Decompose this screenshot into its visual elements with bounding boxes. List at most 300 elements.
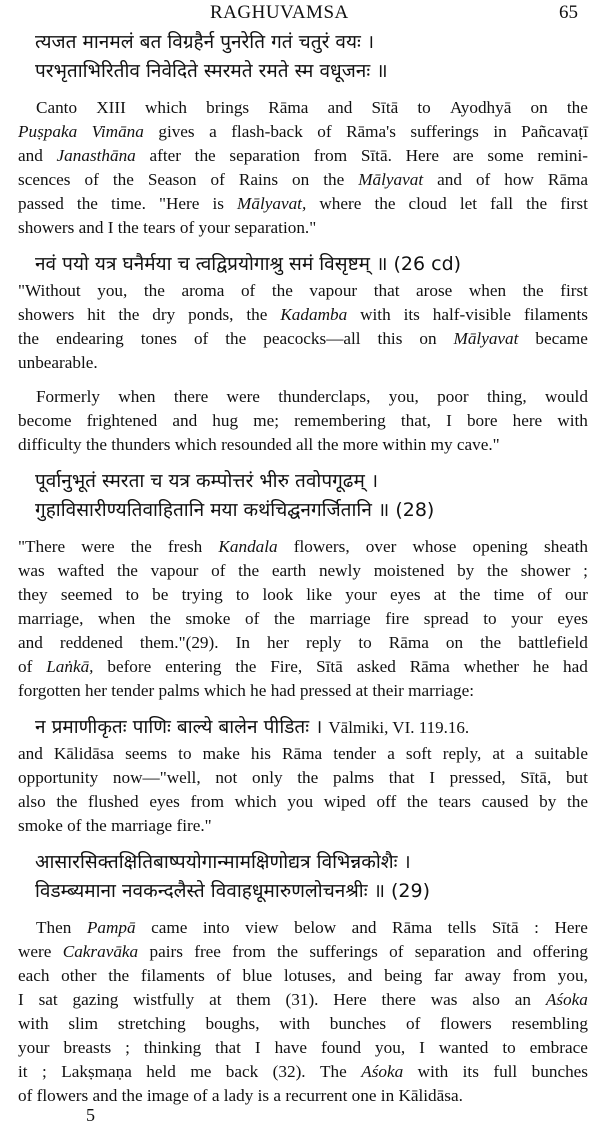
word: it	[18, 1062, 28, 1081]
word: of	[18, 657, 33, 676]
word: would	[544, 387, 588, 406]
text-line	[18, 144, 588, 168]
text-line	[18, 655, 588, 679]
text-line	[18, 1084, 588, 1108]
text-line	[18, 433, 588, 457]
word: sheath	[544, 537, 588, 556]
word: with	[360, 305, 391, 324]
word: and	[18, 146, 43, 165]
paragraph-without-you	[18, 279, 588, 375]
word: were	[18, 942, 52, 961]
word: at	[492, 744, 505, 763]
word: was	[430, 990, 458, 1009]
text-line	[18, 96, 588, 120]
word: to	[125, 585, 139, 604]
word: Kālidāsa	[53, 744, 115, 763]
word: your	[345, 585, 377, 604]
word: Sītā.	[360, 146, 392, 165]
word: aroma	[181, 281, 225, 300]
word: the	[85, 435, 107, 454]
word: at	[433, 585, 447, 604]
word: of	[475, 170, 491, 189]
word: bunches	[329, 1014, 387, 1033]
word: the	[526, 194, 548, 213]
word: not	[215, 768, 238, 787]
word: Sītā	[371, 98, 399, 117]
text-line	[18, 940, 588, 964]
word: sufferings	[410, 122, 479, 141]
word: an	[514, 990, 532, 1009]
word: the	[566, 98, 588, 117]
word: a	[273, 1086, 282, 1105]
word: when	[468, 281, 507, 300]
word: its	[462, 1062, 479, 1081]
word: Season	[147, 170, 197, 189]
word: poor	[437, 387, 469, 406]
word: pressed	[299, 681, 352, 700]
word: let	[459, 194, 478, 213]
paragraph-canto-xiii	[18, 96, 588, 240]
word: the	[317, 435, 339, 454]
word: resounded	[221, 435, 292, 454]
word: my	[430, 435, 453, 454]
word: when	[118, 387, 156, 406]
word: to	[178, 744, 192, 763]
word: Mālyavat	[358, 170, 424, 189]
word: cave."	[456, 435, 500, 454]
word: of	[179, 218, 195, 237]
word: thunders	[111, 435, 171, 454]
word: that	[373, 281, 400, 300]
word: view	[245, 918, 279, 937]
word: the	[480, 633, 502, 652]
word: and	[78, 218, 104, 237]
word: flowers	[440, 1014, 492, 1033]
word: the	[273, 609, 295, 628]
word: "There	[18, 537, 66, 556]
paragraph-kandala	[18, 535, 588, 703]
word: the	[374, 194, 396, 213]
word: tender	[111, 681, 155, 700]
word: the	[522, 281, 544, 300]
word: came	[151, 918, 188, 937]
word: you,	[97, 281, 128, 300]
word: in	[493, 122, 507, 141]
word: the	[116, 561, 138, 580]
word: endearing	[55, 329, 124, 348]
word: them."(29).	[139, 633, 219, 652]
word: Aśoka	[361, 1062, 404, 1081]
word: back	[225, 1062, 259, 1081]
word: (31).	[285, 990, 319, 1009]
word: tones	[140, 329, 177, 348]
word: smoke	[185, 609, 231, 628]
word: have	[274, 1038, 308, 1057]
word: fall	[490, 194, 514, 213]
word: you,	[557, 966, 588, 985]
word: Kadamba	[280, 305, 348, 324]
text-line	[18, 535, 588, 559]
word: brings	[206, 98, 250, 117]
word: remini-	[537, 146, 588, 165]
word: "Without	[18, 281, 81, 300]
word: thunderclaps,	[278, 387, 371, 406]
text-line	[18, 409, 588, 433]
word: our	[564, 585, 588, 604]
word: Formerly	[36, 387, 100, 406]
word: hit	[87, 305, 106, 324]
page-number: 65	[559, 2, 578, 23]
sanskrit-verse-line: नवं पयो यत्र घनैर्मया च त्वद्विप्रयोगाश्रु समं विसृष्टम् ॥ (26 cd)	[35, 253, 462, 275]
word: when	[98, 609, 136, 628]
word: below	[294, 918, 337, 937]
word: of	[317, 122, 332, 141]
word: XIII	[96, 98, 126, 117]
word: recurrent	[285, 1086, 348, 1105]
word: other	[61, 966, 97, 985]
word: to	[502, 1038, 516, 1057]
word: were	[81, 537, 115, 556]
word: he	[250, 681, 267, 700]
word: the	[117, 218, 139, 237]
word: fire."	[176, 816, 212, 835]
word: separation."	[234, 218, 317, 237]
text-line	[18, 988, 588, 1012]
word: scences	[18, 170, 71, 189]
word: your	[511, 609, 543, 628]
word: entering	[165, 657, 222, 676]
word: where	[319, 194, 362, 213]
paragraph-kalidasa-reply	[18, 742, 588, 838]
word: each	[18, 966, 50, 985]
word: Janasthāna	[56, 146, 136, 165]
word: frightened	[86, 411, 158, 430]
word: had	[563, 657, 588, 676]
word: to	[235, 585, 250, 604]
word: In	[235, 633, 250, 652]
text-line	[18, 168, 588, 192]
word: Sītā	[316, 657, 343, 676]
sanskrit-verse-line: त्यजत मानमलं बत विग्रहैर्न पुनरेति गतं चतुरं वयः ।	[35, 31, 375, 53]
word: I	[419, 1038, 425, 1057]
word: flash-back	[231, 122, 303, 141]
word: from	[313, 146, 348, 165]
word: off	[376, 792, 397, 811]
text-line	[18, 1036, 588, 1060]
word: her	[266, 633, 289, 652]
word: I	[107, 218, 114, 237]
word: reply,	[442, 744, 482, 763]
word: of	[18, 1086, 33, 1105]
word: Rāma	[547, 170, 588, 189]
word: marriage	[111, 816, 173, 835]
text-line	[18, 607, 588, 631]
word: separation	[229, 146, 301, 165]
word: filaments	[523, 305, 588, 324]
paragraph-thunderclaps	[18, 385, 588, 457]
word: a	[209, 122, 217, 141]
word: newly	[318, 561, 361, 580]
word: and	[18, 744, 43, 763]
word: half-visible	[432, 305, 512, 324]
word: free	[194, 942, 221, 961]
word: passed	[18, 194, 64, 213]
text-line	[18, 814, 588, 838]
word: whose	[412, 537, 457, 556]
word: breasts	[63, 1038, 112, 1057]
word: which	[144, 98, 187, 117]
sanskrit-verse-line: विडम्ब्यमाना नवकन्दलैस्ते विवाहधूमारुणलोचनश्रीः ॥ (29)	[35, 880, 431, 902]
sanskrit-verse-with-reference	[18, 713, 588, 742]
word: your	[18, 1038, 50, 1057]
word: tears	[438, 792, 471, 811]
text-line	[18, 742, 588, 766]
word: there	[381, 990, 416, 1009]
word: Kālidāsa.	[398, 1086, 463, 1105]
word: into	[202, 918, 230, 937]
word: and	[347, 966, 373, 985]
word: fresh	[167, 537, 203, 556]
word: me;	[253, 411, 279, 430]
word: are	[452, 146, 474, 165]
word: at	[209, 990, 222, 1009]
word: filaments	[140, 966, 205, 985]
word: this	[377, 329, 403, 348]
word: Here	[405, 146, 439, 165]
word: of	[405, 1014, 421, 1033]
word: the	[108, 966, 130, 985]
word: to	[483, 609, 497, 628]
word: reply	[305, 633, 342, 652]
word: shower	[520, 561, 571, 580]
word: the	[297, 768, 319, 787]
text-line	[18, 766, 588, 790]
word: far	[433, 966, 454, 985]
word: wanted	[438, 1038, 489, 1057]
word: he	[532, 657, 550, 676]
word: but	[565, 768, 588, 787]
word: eyes	[149, 792, 180, 811]
signature-mark: 5	[86, 1105, 95, 1125]
word: tender	[333, 744, 377, 763]
word: Lakṣmaṇa	[61, 1062, 132, 1081]
word: tears	[143, 218, 176, 237]
word: peacocks—all	[263, 329, 361, 348]
word: Rāma	[268, 98, 309, 117]
word: separation	[414, 942, 486, 961]
word: Puṣpaka	[18, 122, 78, 141]
word: palms	[158, 681, 200, 700]
word: a	[515, 744, 524, 763]
word: flushed	[88, 792, 139, 811]
word: seemed	[60, 585, 113, 604]
word: showers	[18, 305, 75, 324]
word: moistened	[373, 561, 445, 580]
word: Pañcavaṭī	[521, 122, 588, 141]
word: a	[211, 1086, 220, 1105]
word: the	[76, 194, 98, 213]
word: Aśoka	[545, 990, 588, 1009]
word: and	[327, 98, 353, 117]
word: of	[211, 561, 226, 580]
word: smoke	[18, 816, 63, 835]
word: had	[270, 681, 296, 700]
word: battlefield	[518, 633, 588, 652]
word: from	[512, 966, 547, 985]
text-line	[18, 679, 588, 703]
word: Sītā,	[520, 768, 552, 787]
text-line	[18, 583, 588, 607]
word: eyes	[390, 585, 421, 604]
word: how	[504, 170, 534, 189]
word: Rāma's	[346, 122, 396, 141]
word: thinking	[143, 1038, 202, 1057]
word: found	[320, 1038, 362, 1057]
word: the	[238, 561, 260, 580]
word: soft	[405, 744, 432, 763]
word: Then	[36, 918, 72, 937]
word: I	[446, 411, 452, 430]
word: of	[244, 609, 260, 628]
word: I	[254, 1038, 261, 1057]
word: of	[240, 281, 256, 300]
word: her	[85, 681, 107, 700]
word: from	[190, 792, 224, 811]
word: Rāma	[409, 657, 450, 676]
word: palms	[332, 768, 375, 787]
word: arose	[416, 281, 453, 300]
word: sufferings	[309, 942, 378, 961]
word: with	[279, 1014, 310, 1033]
word: suitable	[534, 744, 588, 763]
word: make	[202, 744, 240, 763]
word: Fire,	[270, 657, 303, 676]
sanskrit-verse-line: गुहाविसारीण्यतिवाहितानि मया कथंचिद्घनगर्जितानि ॥ (28)	[35, 499, 435, 521]
word: wafted	[57, 561, 105, 580]
word: me	[190, 1062, 212, 1081]
text-line	[18, 559, 588, 583]
word: fire	[385, 609, 410, 628]
word: Rāma	[388, 633, 429, 652]
word: its	[403, 305, 420, 324]
word: marriage:	[408, 681, 475, 700]
word: dry	[152, 305, 176, 324]
word: were	[226, 387, 260, 406]
word: slim	[68, 1014, 99, 1033]
word: resembling	[511, 1014, 588, 1033]
text-line	[18, 327, 588, 351]
word: with	[18, 1014, 49, 1033]
word: (32).	[272, 1062, 306, 1081]
word: over	[365, 537, 397, 556]
word: at	[355, 681, 369, 700]
word: blue	[242, 966, 273, 985]
word: his	[250, 744, 271, 763]
word: like	[306, 585, 333, 604]
word: look	[262, 585, 294, 604]
word: vapour	[150, 561, 199, 580]
word: which	[174, 435, 217, 454]
word: the	[271, 281, 293, 300]
text-line	[18, 279, 588, 303]
word: held	[146, 1062, 176, 1081]
word: forgotten	[18, 681, 81, 700]
word: opening	[472, 537, 528, 556]
word: of	[389, 942, 404, 961]
word: was	[18, 561, 45, 580]
word: remembering	[294, 411, 386, 430]
sanskrit-verse-line: परभृताभिरितीव निवेदिते स्मरमते रमते स्म वधूजनः ॥	[35, 60, 388, 82]
word: Here	[554, 918, 588, 937]
word: bunches	[531, 1062, 588, 1081]
text-line	[18, 1060, 588, 1084]
word: they	[18, 585, 48, 604]
word: ;	[125, 1038, 130, 1057]
word: Cakravāka	[62, 942, 139, 961]
word: there	[173, 387, 209, 406]
word: Here	[333, 990, 367, 1009]
text-line	[18, 1012, 588, 1036]
word: of	[210, 170, 225, 189]
word: difficulty	[18, 435, 82, 454]
word: full	[493, 1062, 518, 1081]
word: of	[537, 585, 552, 604]
word: a	[387, 744, 395, 763]
word: Rāma	[282, 744, 323, 763]
word: offering	[532, 942, 588, 961]
word: the	[566, 792, 588, 811]
word: asked	[356, 657, 396, 676]
word: vapour	[309, 281, 358, 300]
word: Canto	[36, 98, 78, 117]
word: marriage,	[18, 609, 84, 628]
word: which	[203, 681, 246, 700]
word: time	[493, 585, 525, 604]
word: I	[429, 768, 435, 787]
word: seems	[125, 744, 168, 763]
word: gives	[158, 122, 195, 141]
word: "Here	[158, 194, 200, 213]
text-line	[18, 790, 588, 814]
word: lady	[223, 1086, 254, 1105]
word: that,	[400, 411, 431, 430]
word: opportunity	[18, 768, 99, 787]
word: embrace	[529, 1038, 588, 1057]
word: first	[560, 281, 588, 300]
text-line	[18, 303, 588, 327]
word: the	[486, 561, 508, 580]
word: gazing	[72, 990, 119, 1009]
word: Rāma	[392, 918, 433, 937]
word: more	[342, 435, 379, 454]
word: that	[388, 768, 415, 787]
word: sat	[38, 990, 58, 1009]
word: the	[194, 146, 216, 165]
word: ;	[42, 1062, 47, 1081]
word: Mālyavat,	[237, 194, 307, 213]
word: now—"well,	[112, 768, 201, 787]
sanskrit-verse-line: आसारसिक्तक्षितिबाष्पयोगान्मामक्षिणोद्यत्र विभिन्नकोशैः ।	[35, 851, 411, 873]
text-line	[18, 120, 588, 144]
word: here	[512, 411, 543, 430]
word: Kandala	[218, 537, 278, 556]
word: ;	[583, 561, 588, 580]
word: the	[459, 585, 481, 604]
word: from	[232, 942, 266, 961]
sanskrit-verse-line: पूर्वानुभूतं स्मरता च यत्र कम्पोत्तरं भीरु तवोपगूढम् ।	[35, 470, 379, 492]
word: of	[193, 1086, 208, 1105]
word: Pampā	[86, 918, 136, 937]
